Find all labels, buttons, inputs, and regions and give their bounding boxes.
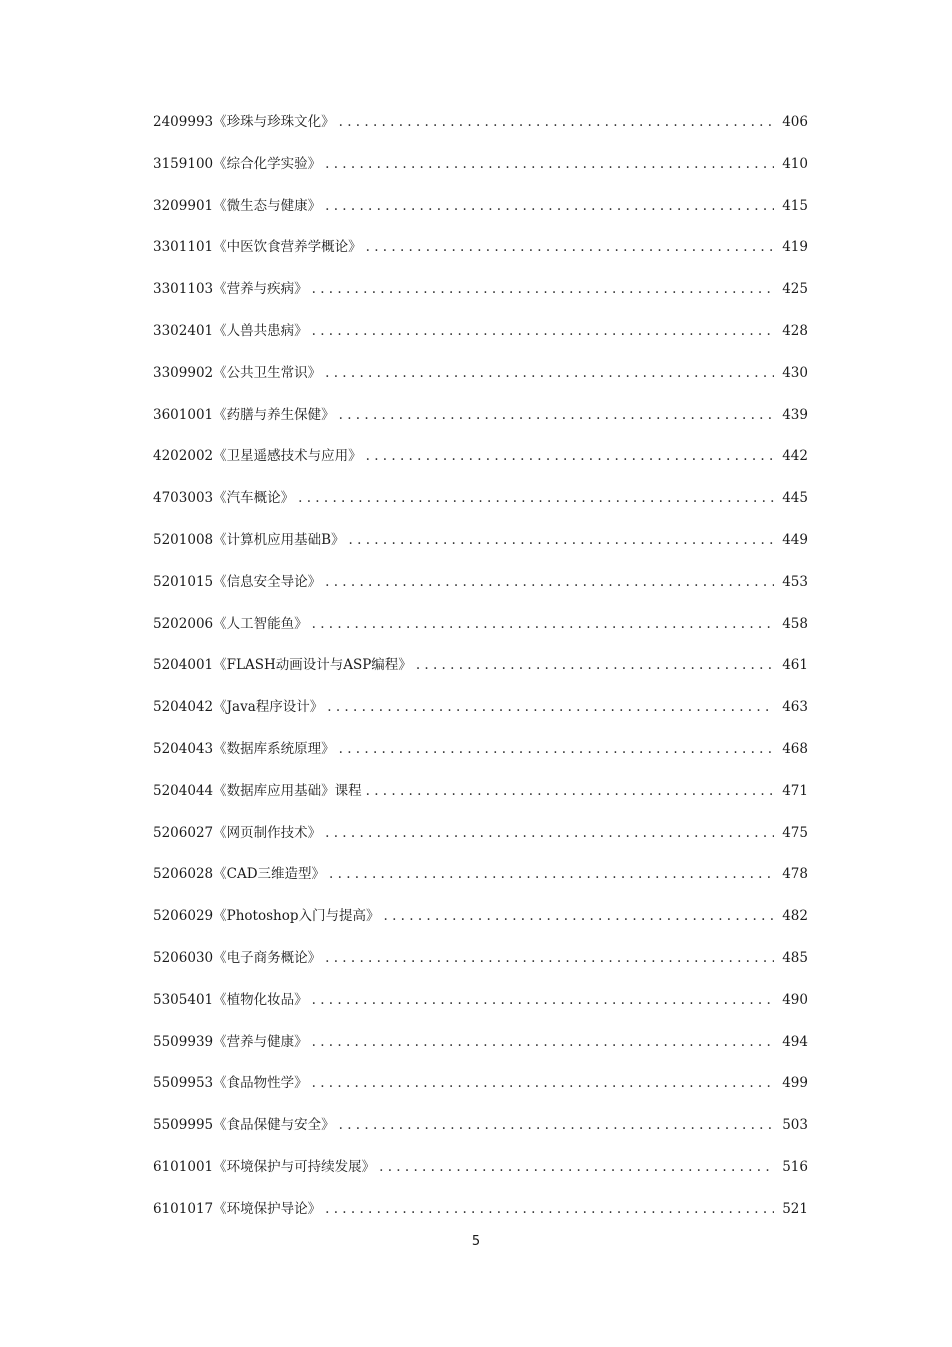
toc-dot-leader [325, 156, 774, 172]
toc-entry-title: 5509953《食品物性学》 [153, 1075, 308, 1092]
toc-dot-leader [298, 490, 774, 506]
toc-dot-leader [339, 1117, 775, 1133]
toc-entry-page: 445 [782, 490, 808, 507]
toc-entry[interactable] [153, 695, 808, 737]
toc-entry-title: 4202002《卫星遥感技术与应用》 [153, 448, 362, 465]
toc-entry-title: 5201015《信息安全导论》 [153, 573, 322, 590]
toc-entry[interactable] [153, 1155, 808, 1197]
toc-dot-leader [325, 825, 774, 841]
toc-dot-leader [325, 574, 774, 590]
toc-entry[interactable] [153, 110, 808, 152]
toc-entry-page: 461 [782, 657, 808, 674]
toc-entry[interactable] [153, 862, 808, 904]
toc-entry[interactable] [153, 486, 808, 528]
toc-entry[interactable] [153, 612, 808, 654]
toc-entry-page: 419 [782, 239, 808, 256]
toc-entry[interactable] [153, 904, 808, 946]
toc-dot-leader [312, 992, 775, 1008]
toc-entry-title: 2409993《珍珠与珍珠文化》 [153, 114, 335, 130]
toc-entry-title: 5509939《营养与健康》 [153, 1033, 308, 1050]
toc-dot-leader [312, 323, 775, 339]
toc-entry[interactable] [153, 403, 808, 445]
toc-dot-leader [379, 1159, 774, 1175]
table-of-contents [153, 110, 808, 1239]
toc-entry[interactable] [153, 1113, 808, 1155]
toc-entry-page: 439 [782, 406, 808, 423]
toc-entry-page: 453 [782, 573, 808, 590]
toc-entry[interactable] [153, 737, 808, 779]
toc-entry-title: 5509995《食品保健与安全》 [153, 1117, 335, 1134]
toc-entry[interactable] [153, 277, 808, 319]
toc-entry[interactable] [153, 1071, 808, 1113]
toc-entry-page: 430 [782, 364, 808, 381]
toc-entry-title: 6101001《环境保护与可持续发展》 [153, 1158, 376, 1175]
toc-dot-leader [312, 1075, 775, 1091]
toc-entry-page: 521 [782, 1200, 808, 1217]
toc-entry[interactable] [153, 821, 808, 863]
toc-dot-leader [383, 908, 774, 924]
toc-entry-title: 5202006《人工智能鱼》 [153, 615, 308, 632]
toc-entry-page: 494 [782, 1033, 808, 1050]
toc-entry-title: 3301101《中医饮食营养学概论》 [153, 239, 362, 256]
toc-entry[interactable] [153, 946, 808, 988]
toc-entry[interactable] [153, 1197, 808, 1239]
toc-entry-title: 3601001《药膳与养生保健》 [153, 406, 335, 423]
toc-entry[interactable] [153, 235, 808, 277]
toc-entry[interactable] [153, 528, 808, 570]
toc-entry-title: 3309902《公共卫生常识》 [153, 364, 322, 381]
toc-entry[interactable] [153, 653, 808, 695]
toc-dot-leader [329, 866, 774, 882]
toc-dot-leader [349, 532, 775, 548]
toc-entry-title: 5204044《数据库应用基础》课程 [153, 782, 362, 799]
toc-entry-page: 475 [782, 824, 808, 841]
toc-dot-leader [327, 699, 774, 715]
toc-entry-page: 449 [782, 531, 808, 548]
toc-entry-title: 5206027《网页制作技术》 [153, 824, 322, 841]
toc-dot-leader [312, 281, 775, 297]
toc-dot-leader [366, 239, 775, 255]
toc-dot-leader [312, 1034, 775, 1050]
toc-entry-title: 3302401《人兽共患病》 [153, 322, 308, 339]
toc-dot-leader [325, 950, 774, 966]
toc-entry-title: 3209901《微生态与健康》 [153, 197, 322, 214]
toc-entry-page: 425 [782, 281, 808, 298]
toc-dot-leader [312, 616, 775, 632]
toc-entry-page: 490 [782, 991, 808, 1008]
toc-entry-page: 499 [782, 1075, 808, 1092]
toc-entry[interactable] [153, 988, 808, 1030]
toc-entry-page: 485 [782, 949, 808, 966]
page-number: 5 [471, 1234, 481, 1249]
toc-entry-title: 5206029《Photoshop入门与提高》 [153, 908, 380, 925]
toc-entry-page: 463 [782, 699, 808, 716]
toc-dot-leader [339, 741, 775, 757]
toc-dot-leader [325, 1201, 774, 1217]
toc-entry[interactable] [153, 152, 808, 194]
toc-entry-page: 428 [782, 322, 808, 339]
toc-entry[interactable] [153, 361, 808, 403]
toc-entry[interactable] [153, 444, 808, 486]
toc-dot-leader [339, 114, 775, 130]
toc-entry-page: 415 [782, 197, 808, 214]
toc-entry-title: 5204001《FLASH动画设计与ASP编程》 [153, 657, 412, 674]
toc-entry[interactable] [153, 570, 808, 612]
toc-entry-page: 442 [782, 448, 808, 465]
toc-entry-page: 406 [782, 114, 808, 130]
toc-entry-title: 6101017《环境保护导论》 [153, 1200, 322, 1217]
toc-entry-title: 5204042《Java程序设计》 [153, 699, 324, 716]
toc-dot-leader [416, 657, 774, 673]
toc-entry-page: 468 [782, 740, 808, 757]
toc-entry-page: 516 [782, 1158, 808, 1175]
toc-dot-leader [325, 365, 774, 381]
toc-entry[interactable] [153, 1030, 808, 1072]
toc-entry[interactable] [153, 779, 808, 821]
toc-entry-page: 458 [782, 615, 808, 632]
toc-entry-title: 4703003《汽车概论》 [153, 490, 295, 507]
toc-entry-title: 5305401《植物化妆品》 [153, 991, 308, 1008]
toc-entry-page: 478 [782, 866, 808, 883]
toc-entry-title: 5206028《CAD三维造型》 [153, 866, 326, 883]
toc-entry-title: 3301103《营养与疾病》 [153, 281, 308, 298]
toc-dot-leader [325, 198, 774, 214]
toc-entry-page: 410 [782, 155, 808, 172]
toc-entry-title: 5201008《计算机应用基础B》 [153, 531, 345, 548]
toc-entry-page: 482 [782, 908, 808, 925]
toc-entry-title: 5206030《电子商务概论》 [153, 949, 322, 966]
toc-entry-page: 503 [782, 1117, 808, 1134]
toc-dot-leader [366, 448, 775, 464]
toc-entry-page: 471 [782, 782, 808, 799]
toc-entry-title: 3159100《综合化学实验》 [153, 155, 322, 172]
toc-dot-leader [366, 783, 775, 799]
toc-dot-leader [339, 407, 775, 423]
toc-entry[interactable] [153, 319, 808, 361]
toc-entry-title: 5204043《数据库系统原理》 [153, 740, 335, 757]
toc-entry[interactable] [153, 194, 808, 236]
